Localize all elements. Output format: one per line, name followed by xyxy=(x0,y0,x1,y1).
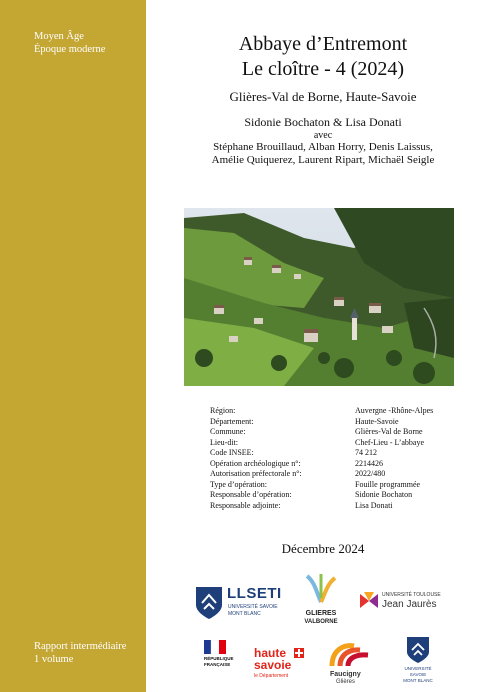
toulouse-line: Jean Jaurès xyxy=(382,599,437,610)
shield-icon xyxy=(194,585,224,621)
info-row xyxy=(210,469,490,480)
period-labels xyxy=(34,30,105,56)
coauthors-line: Stéphane Brouillaud, Alban Horry, Denis Laissus, xyxy=(213,141,433,153)
info-value: Auvergne -Rhône-Alpes xyxy=(355,406,434,415)
info-label: Lieu-dit: xyxy=(210,437,238,447)
usmb-line: SAVOIE xyxy=(409,672,427,677)
info-value: Chef-Lieu - L’abbaye xyxy=(355,437,425,447)
page-subtitle: Le cloître - 4 (2024) xyxy=(241,58,405,80)
info-label: Responsable adjointe: xyxy=(210,500,281,510)
report-info xyxy=(34,640,126,666)
info-row xyxy=(210,438,490,449)
info-value: Lisa Donati xyxy=(355,500,393,510)
main-authors: Sidonie Bochaton & Lisa Donati xyxy=(244,115,402,129)
info-value: Glières-Val de Borne xyxy=(355,427,423,436)
info-row xyxy=(210,490,490,501)
village-landscape-image xyxy=(184,208,454,386)
info-row xyxy=(210,501,490,512)
info-label: Département: xyxy=(210,416,254,426)
report-type: Rapport intermédiaire xyxy=(34,641,127,652)
faucigny-line: Glières xyxy=(336,679,356,685)
glieres-name: VALBORNE xyxy=(304,619,338,625)
info-value: 74 212 xyxy=(355,448,377,457)
period-label: Moyen Âge xyxy=(34,31,84,42)
info-row xyxy=(210,480,490,491)
toulouse-line: UNIVERSITÉ TOULOUSE xyxy=(382,592,441,598)
cover-page xyxy=(146,0,500,692)
hautesavoie-line: savoie xyxy=(254,658,292,672)
report-volumes: 1 volume xyxy=(34,654,74,665)
usmb-line: UNIVERSITÉ xyxy=(404,666,432,671)
page-title: Abbaye d’Entremont xyxy=(238,33,408,55)
info-label: Région: xyxy=(210,406,236,415)
republique-line: RÉPUBLIQUE xyxy=(204,656,234,661)
glieres-name: GLIERES xyxy=(305,610,337,617)
haute-savoie-logo xyxy=(254,646,304,686)
info-label: Commune: xyxy=(210,427,246,436)
location: Glières-Val de Borne, Haute-Savoie xyxy=(229,89,417,104)
info-row xyxy=(210,417,490,428)
info-value: Fouille programmée xyxy=(355,479,421,489)
republique-francaise-logo xyxy=(202,640,240,684)
village-photo xyxy=(184,208,454,386)
info-row xyxy=(210,427,490,438)
faucigny-glieres-logo xyxy=(318,640,380,686)
savoie-cross-icon xyxy=(294,648,304,658)
info-value: 2022/480 xyxy=(355,469,386,478)
period-label: Époque moderne xyxy=(34,44,106,55)
info-label: Autorisation préfectorale n°: xyxy=(210,469,302,478)
info-label: Opération archéologique n°: xyxy=(210,458,301,468)
info-label: Type d’opération: xyxy=(210,479,267,489)
coauthors-line: Amélie Quiquerez, Laurent Ripart, Michaël Seigle xyxy=(211,154,435,166)
usmb-logo xyxy=(398,636,438,688)
publication-date: Décembre 2024 xyxy=(281,541,365,556)
operation-info-table xyxy=(210,406,490,511)
llseti-name: LLSETI xyxy=(227,585,282,602)
sidebar xyxy=(0,0,146,692)
info-value: Sidonie Bochaton xyxy=(355,490,413,499)
faucigny-mark-icon xyxy=(326,640,374,670)
republique-line: FRANÇAISE xyxy=(204,662,231,667)
toulouse-university-logo xyxy=(358,588,448,618)
llseti-sub: UNIVERSITÉ SAVOIE xyxy=(228,604,278,610)
info-label: Code INSEE: xyxy=(210,448,254,457)
info-label: Responsable d’opération: xyxy=(210,490,292,499)
marianne-icon xyxy=(204,640,226,654)
info-value: 2214426 xyxy=(355,458,383,468)
llseti-logo xyxy=(194,583,284,623)
usmb-line: MONT BLANC xyxy=(403,678,433,683)
toulouse-mark-icon xyxy=(358,590,380,612)
info-row xyxy=(210,406,490,417)
hautesavoie-line: haute xyxy=(254,646,287,660)
glieres-valborne-logo xyxy=(296,572,346,632)
with-label: avec xyxy=(313,130,333,141)
faucigny-line: Faucigny xyxy=(330,671,361,678)
shield-icon xyxy=(406,636,430,664)
info-row xyxy=(210,459,490,470)
glieres-mark-icon xyxy=(301,572,341,606)
info-row xyxy=(210,448,490,459)
llseti-sub: MONT BLANC xyxy=(228,611,261,617)
info-value: Haute-Savoie xyxy=(355,416,399,426)
hautesavoie-line: le Département xyxy=(254,673,289,679)
